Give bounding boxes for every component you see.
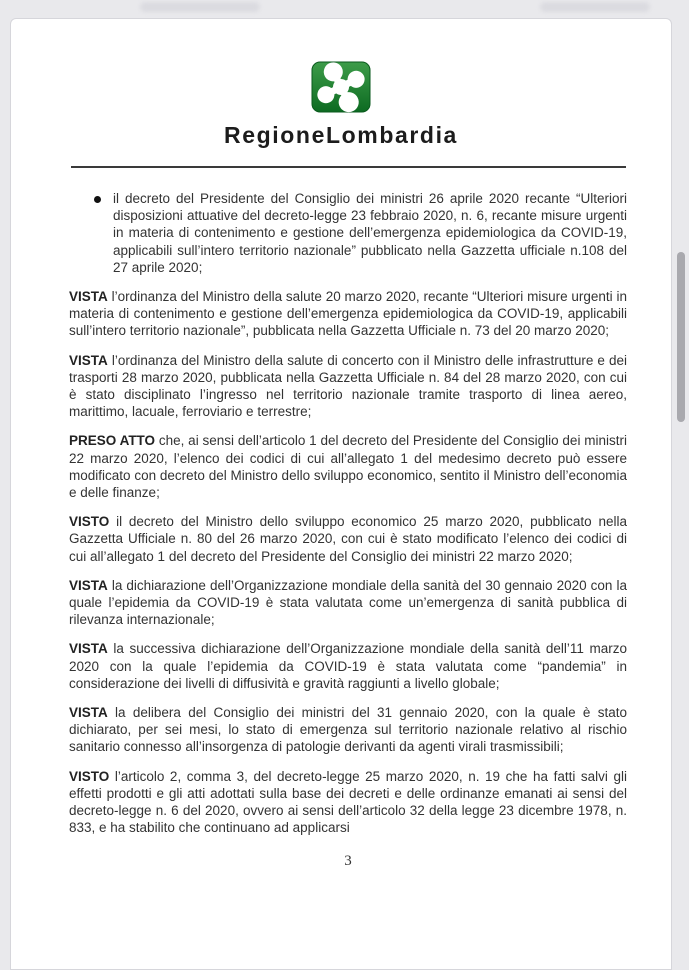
document-header [11,19,671,168]
paragraph-text: la dichiarazione dell’Organizzazione mondiale della sanità del 30 gennaio 2020 con la quale l’epidemia da COVID-19 è stata valutata come un’emergenza di sanità pubblica di rilevanza internazionale; [69,577,627,628]
paragraph-vista-oms-30-gennaio [69,577,627,629]
regione-lombardia-logo [311,61,371,113]
paragraph-lead: VISTA [69,352,108,368]
paragraph-lead: PRESO ATTO [69,433,156,449]
paragraph-preso-atto [69,432,627,501]
paragraph-lead: VISTA [69,705,108,721]
paragraph-bullet-dpcm-26-aprile [69,190,627,276]
paragraph-text: il decreto del Ministro dello sviluppo economico 25 marzo 2020, pubblicato nella Gazzetta Ufficiale n. 80 del 26 marzo 2020, con cui è stato modificato l’elenco dei codici di cui all’allegato 1 del decreto del Presidente del Consiglio dei ministri 22 marzo 2020; [69,514,627,564]
brand-wordmark: RegioneLombardia [224,122,458,148]
paragraph-visto-decreto-mise [69,513,627,565]
paragraph-vista-ordinanza-28-marzo [69,352,627,421]
paragraph-text: la delibera del Consiglio dei ministri del 31 gennaio 2020, con la quale è stato dichiarato, per sei mesi, lo stato di emergenza sul territorio nazionale relativo al rischio sanitario connesso all’insorgenza di patologie derivanti da agenti virali trasmissibili; [69,705,627,755]
bullet-icon [94,196,101,203]
paragraph-text: la successiva dichiarazione dell’Organizzazione mondiale della sanità dell’11 marzo 2020 con la quale l’epidemia da COVID-19 è stata valutata come “pandemia” in considerazione dei livelli di diffusività e gravità raggiunti a livello globale; [69,641,627,691]
document-page [10,18,672,970]
paragraph-text: che, ai sensi dell’articolo 1 del decreto del Presidente del Consiglio dei ministri 22 marzo 2020, l’elenco dei codici di cui all’allegato 1 del medesimo decreto può essere modificato con decreto del Ministro dello sviluppo economico, sentito il Ministro dell’economia e delle finanze; [69,433,627,501]
paragraph-vista-ordinanza-20-marzo [69,288,627,340]
paragraph-text: l’ordinanza del Ministro della salute 20 marzo 2020, recante “Ulteriori misure urgenti in materia di contenimento e gestione dell’emergenza epidemiologica da COVID-19, applicabili sull’intero territorio nazionale”, pubblicata nella Gazzetta Ufficiale n. 73 del 20 marzo 2020; [69,289,627,339]
paragraph-text: l’ordinanza del Ministro della salute di concerto con il Ministro delle infrastrutture e dei trasporti 28 marzo 2020, pubblicata nella Gazzetta Ufficiale n. 84 del 28 marzo 2020, con cui è stato disciplinato l’ingresso nel territorio nazionale tramite trasporto di linea aereo, marittimo, lacuale, ferroviario e terrestre; [69,352,627,420]
paragraph-text: l’articolo 2, comma 3, del decreto-legge 25 marzo 2020, n. 19 che ha fatti salvi gli effetti prodotti e gli atti adottati sulla base dei decreti e delle ordinanze emanati ai sensi del decreto-legge n. 6 del 2020, ovvero ai sensi dell’articolo 32 della legge 23 dicembre 1978, n. 833, e ha stabilito che continuano ad applicarsi [69,768,627,836]
paragraph-lead: VISTA [69,577,108,593]
photo-edge-smudge [540,2,650,12]
rosa-camuna-icon [311,61,371,113]
header-divider [71,166,626,168]
scrollbar-thumb[interactable] [677,252,685,422]
paragraph-lead: VISTO [69,768,110,784]
paragraph-lead: VISTA [69,289,108,305]
paragraph-vista-delibera-31-gennaio [69,704,627,756]
paragraph-lead: VISTO [69,514,110,530]
paragraph-vista-oms-11-marzo [69,640,627,692]
paragraph-lead: VISTA [69,641,108,657]
paragraph-text: il decreto del Presidente del Consiglio dei ministri 26 aprile 2020 recante “Ulteriori disposizioni attuative del decreto-legge 23 febbraio 2020, n. 6, recante misure urgenti in materia di contenimento e gestione dell’emergenza epidemiologica da COVID-19, applicabili sull’intero territorio nazionale” pubblicato nella Gazzetta ufficiale n.108 del 27 aprile 2020; [113,191,627,275]
page-number: 3 [344,852,352,869]
photo-edge-smudge [140,2,260,12]
paragraph-visto-articolo-2 [69,768,627,837]
document-body [69,190,627,870]
